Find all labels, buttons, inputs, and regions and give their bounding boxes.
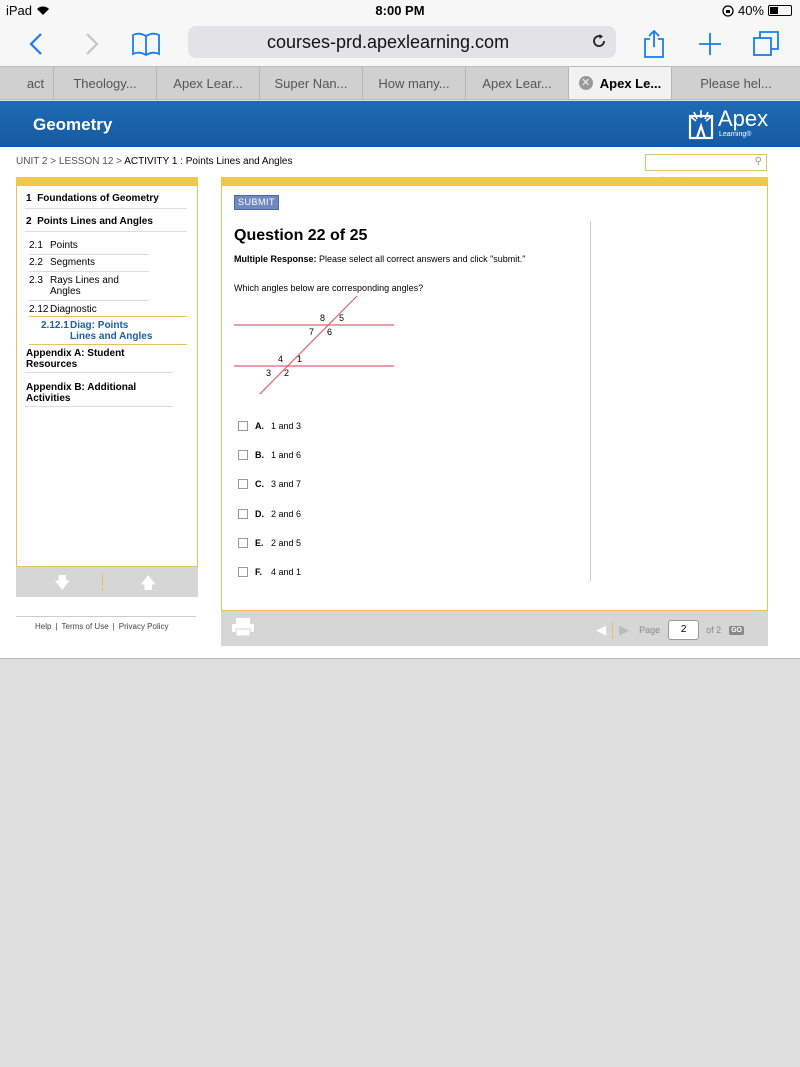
search-icon[interactable]: ⚲ [754, 156, 762, 167]
tab-item[interactable]: Theology... [54, 67, 157, 99]
apex-logo [688, 106, 768, 142]
back-icon[interactable] [20, 28, 52, 60]
angle-label-2: 2 [284, 368, 290, 378]
course-sidebar [16, 177, 198, 567]
submit-button[interactable]: SUBMIT [234, 195, 279, 210]
device-name: iPad [6, 3, 33, 18]
question-prompt: Which angles below are corresponding angles? [234, 283, 424, 293]
answer-option-f[interactable]: F. 4 and 1 [238, 565, 301, 579]
tab-item[interactable]: How many... [363, 67, 466, 99]
checkbox[interactable] [238, 538, 248, 548]
tab-item[interactable]: act [0, 67, 54, 99]
angle-label-7: 7 [309, 327, 315, 337]
course-title: Geometry [33, 115, 113, 134]
battery-percent: 40% [737, 3, 764, 18]
terms-link[interactable]: Terms of Use [61, 622, 109, 631]
page-total: of 2 [706, 625, 722, 635]
angle-label-3: 3 [266, 368, 272, 378]
answer-option-d[interactable]: D. 2 and 6 [238, 507, 301, 521]
clock: 8:00 PM [375, 3, 425, 18]
answer-option-c[interactable]: C. 3 and 7 [238, 477, 301, 491]
angle-label-8: 8 [320, 313, 326, 323]
angle-label-4: 4 [278, 354, 284, 364]
sidebar-item-active[interactable]: 2.12.1Diag: Points Lines and Angles [41, 320, 153, 342]
sidebar-section-foundations[interactable]: 1 Foundations of Geometry [26, 193, 159, 204]
sidebar-item-points[interactable]: 2.1 Points [29, 240, 78, 251]
question-footer-bar [221, 611, 768, 646]
checkbox[interactable] [238, 567, 248, 577]
search-input[interactable] [645, 154, 767, 171]
reload-icon[interactable] [590, 32, 608, 50]
tab-item[interactable]: Please hel... [700, 75, 772, 91]
privacy-link[interactable]: Privacy Policy [118, 622, 169, 631]
breadcrumb-lesson[interactable]: LESSON 12 [58, 156, 114, 167]
status-bar [0, 0, 800, 22]
question-instructions: Multiple Response: Please select all correct answers and click "submit." [234, 254, 526, 264]
forward-icon[interactable] [76, 28, 108, 60]
apex-logo-icon [688, 108, 716, 140]
arrow-up-icon[interactable]: 🡅 [140, 575, 157, 592]
sidebar-item-diagnostic[interactable]: 2.12 Diagnostic [29, 304, 97, 315]
sidebar-nav-bar [16, 567, 198, 597]
answer-option-e[interactable]: E. 2 and 5 [238, 536, 301, 550]
breadcrumb-activity: ACTIVITY 1 : Points Lines and Angles [124, 156, 293, 167]
tab-item[interactable]: Apex Lear... [157, 67, 260, 99]
angle-label-6: 6 [327, 327, 333, 337]
breadcrumb-unit[interactable]: UNIT 2 [16, 156, 48, 167]
sidebar-appendix-a[interactable]: Appendix A: Student Resources [26, 348, 125, 370]
sidebar-section-points-lines[interactable]: 2 Points Lines and Angles [26, 216, 153, 227]
transversal-line [250, 296, 357, 394]
logo-word: Apex [718, 106, 769, 131]
checkbox[interactable] [238, 450, 248, 460]
web-page [0, 101, 800, 659]
answer-option-b[interactable]: B. 1 and 6 [238, 448, 301, 462]
answer-option-a[interactable]: A. 1 and 3 [238, 419, 301, 433]
sidebar-appendix-b[interactable]: Appendix B: Additional Activities [26, 382, 137, 404]
tab-item[interactable]: Super Nan... [260, 67, 363, 99]
go-button[interactable]: GO [731, 626, 742, 634]
tab-item[interactable]: Apex Lear... [466, 67, 569, 99]
page-label: Page [639, 625, 661, 635]
new-tab-icon[interactable] [694, 28, 726, 60]
sidebar-item-rays-lines-angles[interactable]: 2.3 Rays Lines and Angles [29, 275, 119, 297]
tab-active[interactable]: ✕ Apex Le... [569, 67, 672, 99]
logo-subtitle: Learning® [719, 131, 752, 138]
angle-diagram [232, 294, 402, 394]
url-text: courses-prd.apexlearning.com [266, 32, 510, 52]
angle-label-1: 1 [297, 354, 303, 364]
checkbox[interactable] [238, 421, 248, 431]
browser-tabs [0, 66, 800, 100]
question-title: Question 22 of 25 [234, 227, 368, 244]
footer-links: Help | Terms of Use | Privacy Policy [35, 622, 169, 631]
sidebar-item-segments[interactable]: 2.2 Segments [29, 257, 96, 268]
checkbox[interactable] [238, 479, 248, 489]
next-page-icon[interactable]: ▶ [619, 622, 630, 637]
tabs-overview-icon[interactable] [750, 28, 782, 60]
print-icon[interactable] [231, 617, 255, 637]
page-number-input[interactable]: 2 [668, 620, 699, 640]
address-bar[interactable] [188, 26, 616, 58]
browser-toolbar [0, 22, 800, 66]
arrow-down-icon[interactable]: 🡇 [54, 575, 71, 592]
question-panel [221, 177, 768, 611]
share-icon[interactable] [638, 28, 670, 60]
course-banner [0, 101, 800, 147]
close-tab-icon[interactable]: ✕ [579, 76, 593, 90]
bookmarks-icon[interactable] [130, 28, 162, 60]
help-link[interactable]: Help [35, 622, 52, 631]
breadcrumb: UNIT 2 > LESSON 12 > ACTIVITY 1 : Points Lines and Angles [16, 156, 293, 167]
checkbox[interactable] [238, 509, 248, 519]
rotation-lock-icon [722, 5, 734, 17]
pager [596, 620, 744, 640]
angle-label-5: 5 [339, 313, 345, 323]
prev-page-icon[interactable]: ◀ [596, 622, 607, 637]
battery-icon [768, 5, 792, 16]
